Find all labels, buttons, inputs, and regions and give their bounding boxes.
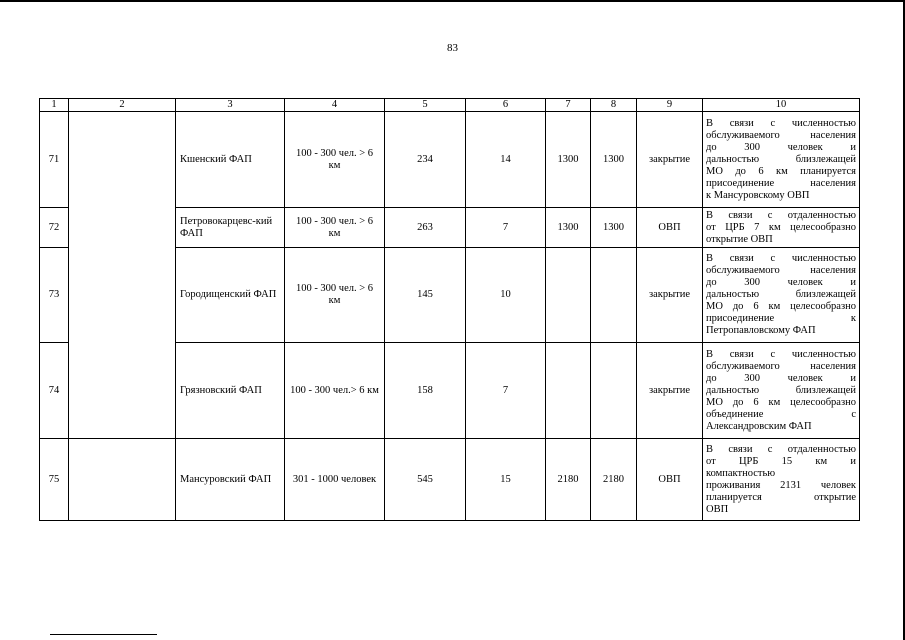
note-line: до 300 человек и xyxy=(706,141,856,153)
row-number: 75 xyxy=(40,439,69,521)
note-line: В связи с отдаленностью xyxy=(706,209,856,221)
population-range: 100 - 300 чел.> 6 км xyxy=(285,343,385,439)
note-line: МО до 6 км целесообразно xyxy=(706,396,856,408)
action: закрытие xyxy=(637,248,703,343)
region-cell xyxy=(69,439,176,521)
value-col7: 2180 xyxy=(546,439,591,521)
header-cell: 4 xyxy=(285,99,385,112)
note-line: обслуживаемого населения xyxy=(706,265,856,276)
header-cell: 8 xyxy=(591,99,637,112)
facility-table xyxy=(39,98,860,521)
note-line: до 300 человек и xyxy=(706,372,856,384)
note-line: Петропавловскому ФАП xyxy=(706,325,816,336)
note-line: МО до 6 км целесообразно xyxy=(706,301,856,312)
note-line: до 300 человек и xyxy=(706,277,856,288)
note-line: обслуживаемого населения xyxy=(706,129,856,141)
population-range: 301 - 1000 человек xyxy=(285,439,385,521)
value-col8 xyxy=(591,343,637,439)
note-line: присоединение к xyxy=(706,313,856,324)
value-col5: 263 xyxy=(385,208,466,248)
header-cell: 7 xyxy=(546,99,591,112)
value-col7: 1300 xyxy=(546,208,591,248)
note-line: дальностью близлежащей xyxy=(706,384,856,396)
value-col8: 1300 xyxy=(591,112,637,208)
note-line: присоединение населения xyxy=(706,177,856,189)
value-col5: 145 xyxy=(385,248,466,343)
facility-name: Грязновский ФАП xyxy=(176,343,285,439)
value-col5: 158 xyxy=(385,343,466,439)
value-col6: 7 xyxy=(466,343,546,439)
note-line: В связи с численностью xyxy=(706,117,856,129)
population-range: 100 - 300 чел. > 6 км xyxy=(285,208,385,248)
note-line: В связи с численностью xyxy=(706,253,856,264)
note-line: МО до 6 км планируется xyxy=(706,165,856,177)
row-number: 74 xyxy=(40,343,69,439)
note-line: В связи с численностью xyxy=(706,348,856,360)
header-cell: 2 xyxy=(69,99,176,112)
value-col7 xyxy=(546,248,591,343)
value-col7: 1300 xyxy=(546,112,591,208)
facility-name: Кшенский ФАП xyxy=(176,112,285,208)
header-cell: 9 xyxy=(637,99,703,112)
note-line: обслуживаемого населения xyxy=(706,360,856,372)
action: закрытие xyxy=(637,112,703,208)
note-line: дальностью близлежащей xyxy=(706,153,856,165)
header-cell: 10 xyxy=(703,99,860,112)
table-body xyxy=(40,99,860,521)
header-cell: 1 xyxy=(40,99,69,112)
note-line: В связи с отдаленностью xyxy=(706,443,856,455)
action: ОВП xyxy=(637,208,703,248)
table-row xyxy=(40,439,860,521)
population-range: 100 - 300 чел. > 6 км xyxy=(285,112,385,208)
value-col8: 1300 xyxy=(591,208,637,248)
note xyxy=(703,439,860,521)
value-col5: 234 xyxy=(385,112,466,208)
value-col7 xyxy=(546,343,591,439)
value-col6: 7 xyxy=(466,208,546,248)
note-line: от ЦРБ 7 км целесообразно xyxy=(706,221,856,233)
region-cell xyxy=(69,112,176,439)
note-line: открытие ОВП xyxy=(706,233,773,245)
table-row xyxy=(40,112,860,208)
note-line: компактностью xyxy=(706,467,776,479)
value-col6: 14 xyxy=(466,112,546,208)
value-col8 xyxy=(591,248,637,343)
note xyxy=(703,112,860,208)
facility-name: Городищенский ФАП xyxy=(176,248,285,343)
note-line: проживания 2131 человек xyxy=(706,479,856,491)
note xyxy=(703,208,860,248)
header-cell: 6 xyxy=(466,99,546,112)
note-line: дальностью близлежащей xyxy=(706,289,856,300)
value-col8: 2180 xyxy=(591,439,637,521)
value-col6: 15 xyxy=(466,439,546,521)
row-number: 73 xyxy=(40,248,69,343)
value-col6: 10 xyxy=(466,248,546,343)
row-number: 72 xyxy=(40,208,69,248)
note xyxy=(703,248,860,343)
note-line: ОВП xyxy=(706,503,729,515)
note-line: к Мансуровскому ОВП xyxy=(706,189,810,201)
facility-name: Мансуровский ФАП xyxy=(176,439,285,521)
note-line: объединение с xyxy=(706,408,856,420)
note-line: планируется открытие xyxy=(706,491,856,503)
header-row xyxy=(40,99,860,112)
row-number: 71 xyxy=(40,112,69,208)
header-cell: 3 xyxy=(176,99,285,112)
population-range: 100 - 300 чел. > 6 км xyxy=(285,248,385,343)
facility-name: Петровокарцевс-кий ФАП xyxy=(176,208,285,248)
action: ОВП xyxy=(637,439,703,521)
header-cell: 5 xyxy=(385,99,466,112)
page-border-top xyxy=(0,0,905,2)
note-line: Александровским ФАП xyxy=(706,420,812,432)
action: закрытие xyxy=(637,343,703,439)
note xyxy=(703,343,860,439)
page-number: 83 xyxy=(447,42,458,54)
value-col5: 545 xyxy=(385,439,466,521)
footnote-separator xyxy=(50,634,157,635)
note-line: от ЦРБ 15 км и xyxy=(706,455,856,467)
